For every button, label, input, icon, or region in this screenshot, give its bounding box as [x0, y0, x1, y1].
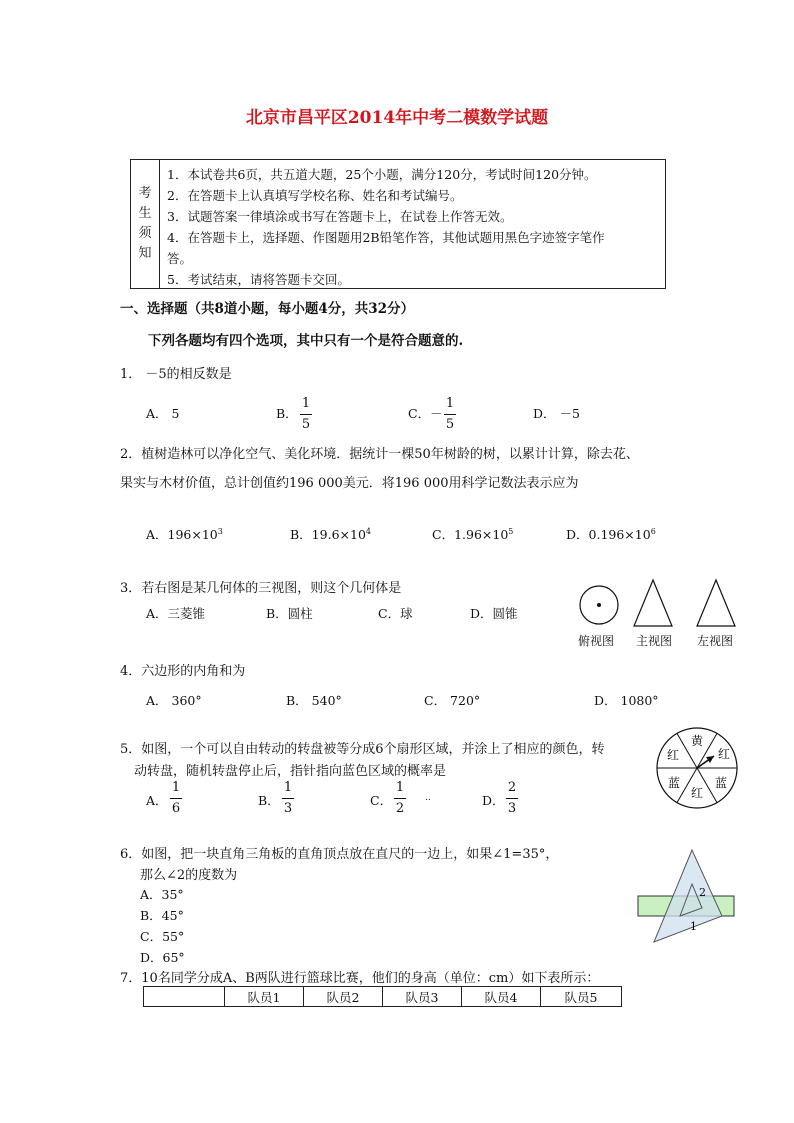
q5-option-d-fraction: 2 3 [507, 780, 517, 816]
q4-option-a: A． 360° [146, 693, 202, 708]
notice-side-label: 考 生 须 知 [131, 160, 160, 288]
notice-item: 1．本试卷共6页，共五道大题，25个小题，满分120分，考试时间120分钟。 [167, 167, 597, 182]
q1-option-a: A． 5 [146, 406, 180, 421]
page-title: 北京市昌平区2014年中考二模数学试题 [245, 108, 549, 128]
angle-1-label: 1 [690, 920, 697, 933]
table-header-cell: 队员2 [304, 987, 383, 1007]
notice-items [167, 164, 663, 290]
q2-option-d: D．$0.196\times 10^6$ [566, 526, 656, 542]
q2-stem-line1: 2．植树造林可以净化空气、美化环境．据统计一棵50年树龄的树，以累计计算，除去花、 [120, 447, 639, 462]
notice-item: 3．试题答案一律填涂或书写在答题卡上，在试卷上作答无效。 [167, 209, 513, 224]
q2-stem-line2: 果实与木材价值，总计创值约196 000美元．将196 000用科学记数法表示应为 [120, 476, 579, 491]
spinner-figure [654, 725, 740, 811]
height-table [143, 986, 622, 1007]
q5-stem-line2: 动转盘，随机转盘停止后，指针指向蓝色区域的概率是 [134, 764, 447, 779]
q3-option-c: C．球 [378, 606, 413, 621]
q1-option-c-fraction: 1 5 [445, 396, 455, 432]
caption-side-view: 左视图 [697, 634, 734, 648]
q3-option-a: A．三菱锥 [146, 606, 206, 621]
q1-stem: 1． －5的相反数是 [120, 367, 232, 382]
q6-option-d: D．65° [140, 950, 185, 965]
table-header-cell: 队员5 [541, 987, 622, 1007]
table-header-row [144, 987, 622, 1007]
notice-item: 答。 [167, 251, 193, 266]
table-header-cell: 队员3 [383, 987, 462, 1007]
sector-label: 红 [690, 786, 704, 800]
q6-option-a: A．35° [140, 887, 184, 902]
section-instruction: 下列各题均有四个选项，其中只有一个是符合题意的. [148, 333, 464, 349]
section-heading: 一、选择题（共8道小题，每小题4分，共32分） [120, 301, 415, 317]
side-view-triangle [697, 580, 735, 626]
q5-option-b-label: B． [258, 793, 280, 808]
q1-option-b-fraction: 1 5 [301, 396, 311, 432]
q7-stem: 7．10名同学分成A、B两队进行篮球比赛，他们的身高（单位：cm）如下表所示： [120, 971, 600, 986]
q5-option-a-fraction: 1 6 [171, 780, 181, 816]
q2-option-a: A．$196\times 10^3$ [146, 526, 223, 542]
top-view-dot [597, 603, 601, 607]
table-header-cell: 队员1 [225, 987, 304, 1007]
q4-option-d: D． 1080° [594, 693, 659, 708]
q5-option-b-fraction: 1 3 [283, 780, 293, 816]
q4-stem: 4．六边形的内角和为 [120, 664, 246, 679]
q6-stem-line1: 6．如图，把一块直角三角板的直角顶点放在直尺的一边上，如果∠1=35°， [120, 847, 559, 862]
angle-2-label: 2 [699, 886, 706, 899]
q5-option-a-label: A． [146, 793, 168, 808]
notice-item: 4．在答题卡上，选择题、作图题用2B铅笔作答，其他试题用黑色字迹签字笔作 [167, 230, 605, 245]
q3-option-b: B．圆柱 [266, 606, 313, 621]
sector-label: 黄 [690, 734, 704, 748]
q5-option-c-label: C． [370, 793, 393, 808]
q4-option-b: B． 540° [286, 693, 342, 708]
q5-stray-dots: .. [425, 793, 431, 803]
sector-label: 红 [717, 747, 731, 761]
q6-option-c: C．55° [140, 929, 185, 944]
caption-front-view: 主视图 [636, 634, 673, 648]
sector-label: 蓝 [667, 776, 681, 790]
notice-box [130, 159, 666, 289]
table-header-cell [144, 987, 225, 1007]
q5-stem-line1: 5．如图，一个可以自由转动的转盘被等分成6个扇形区域，并涂上了相应的颜色，转 [120, 742, 605, 757]
q1-option-d: D． －5 [533, 406, 580, 421]
sector-label: 蓝 [714, 776, 728, 790]
notice-item: 5．考试结束，请将答题卡交回。 [167, 272, 350, 287]
q5-option-c-fraction: 1 2 [395, 780, 405, 816]
q1-option-c-label: C．－ [408, 406, 443, 421]
three-views-figure [572, 574, 744, 634]
sector-label: 红 [666, 748, 680, 762]
q5-option-d-label: D． [482, 793, 505, 808]
front-view-triangle [634, 580, 672, 626]
q2-option-c: C．$1.96\times 10^5$ [432, 526, 514, 542]
q6-stem-line2: 那么∠2的度数为 [140, 868, 238, 883]
q3-option-d: D．圆锥 [470, 606, 518, 621]
caption-top-view: 俯视图 [578, 634, 615, 648]
q4-option-c: C． 720° [424, 693, 481, 708]
notice-item: 2．在答题卡上认真填写学校名称、姓名和考试编号。 [167, 188, 463, 203]
q6-option-b: B．45° [140, 908, 184, 923]
table-header-cell: 队员4 [462, 987, 541, 1007]
q3-stem: 3．若右图是某几何体的三视图，则这个几何体是 [120, 581, 402, 596]
q2-option-b: B．$19.6\times 10^4$ [290, 526, 371, 542]
q1-option-b-label: B． [276, 406, 298, 421]
ruler-triangle-figure [636, 846, 740, 946]
